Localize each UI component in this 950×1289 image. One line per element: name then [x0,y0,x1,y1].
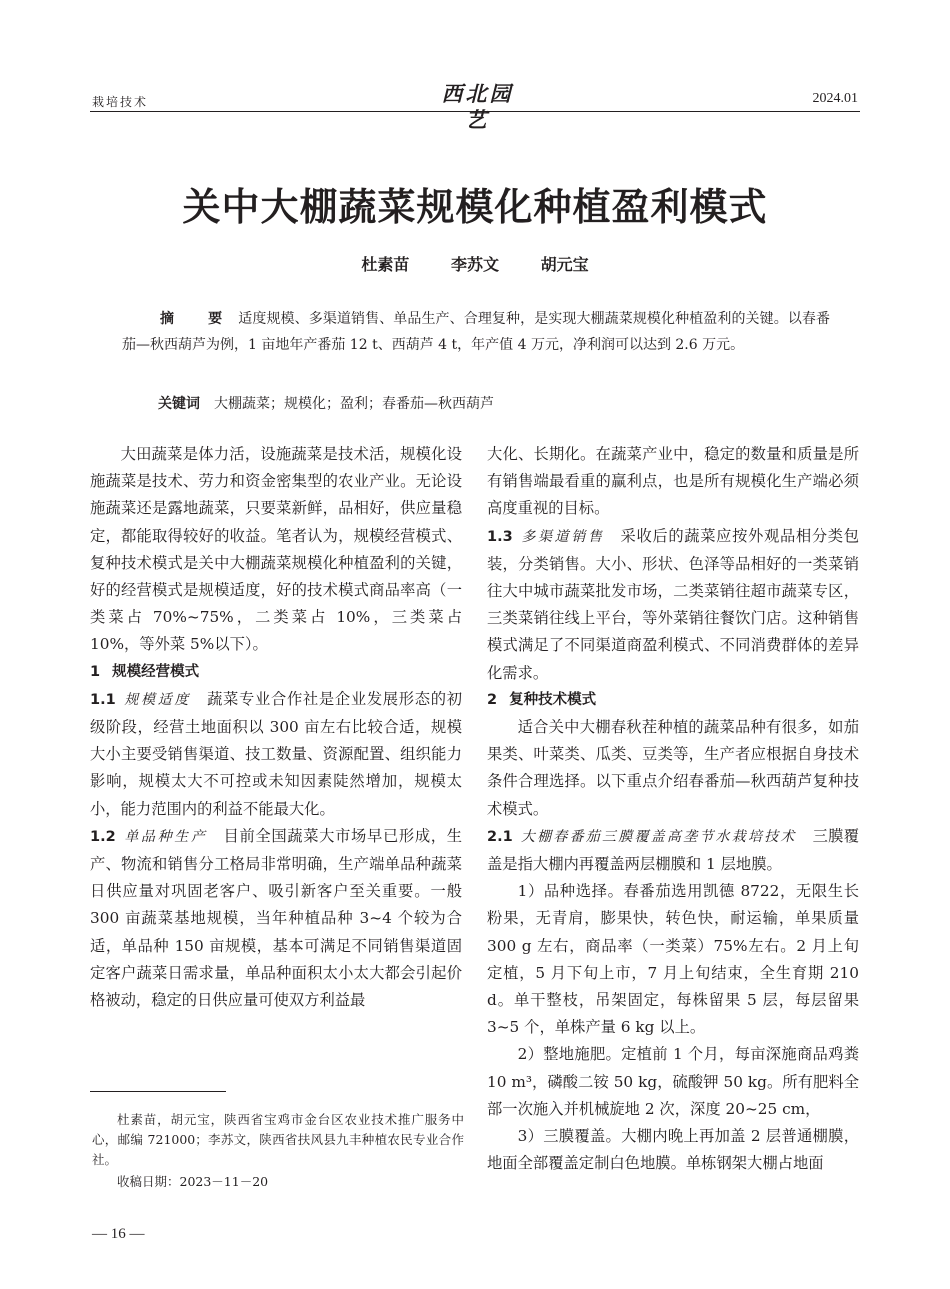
right-column [487,441,859,1177]
section-heading [487,687,859,714]
subsection-title: 规模适度 [123,691,192,708]
left-column [90,441,462,1014]
author-name: 胡元宝 [540,255,589,274]
body-paragraph: 1）品种选择。春番茄选用凯德 8722，无限生长粉果，无青肩，膨果快，转色快，耐运输，单果质量 300 g 左右，商品率（一类菜）75%左右。2 月上旬定植，5 月下旬上市，7 月上旬结束，全生育期 210 d。单干整枝，吊架固定，每株留果 5 层，每层留果 3~5 个，单株产量 6 kg 以上。 [487,882,859,1037]
section-paragraph: 适合关中大棚春秋茬种植的蔬菜品种有很多，如茄果类、叶菜类、瓜类、豆类等，生产者应根据自身技术条件合理选择。以下重点介绍春番茄—秋西葫芦复种技术模式。 [487,718,859,818]
footnote-divider [90,1091,226,1092]
keywords-label: 关键词 [158,396,200,412]
subsection-paragraph [90,686,462,823]
header-issue: 2024.01 [812,91,858,106]
subsection-title: 大棚春番茄三膜覆盖高垄节水栽培技术 [520,828,797,845]
section-title: 复种技术模式 [509,691,597,708]
header-divider [90,111,860,112]
section-number: 1 [90,663,101,680]
subsection-number: 1.3 [487,528,513,545]
body-paragraph: 3）三膜覆盖。大棚内晚上再加盖 2 层普通棚膜，地面全部覆盖定制白色地膜。单栋钢架大棚占地面 [487,1127,859,1173]
section-heading [90,659,462,686]
author-name: 李苏文 [450,255,499,274]
intro-paragraph: 大田蔬菜是体力活，设施蔬菜是技术活，规模化设施蔬菜是技术、劳力和资金密集型的农业产业。无论设施蔬菜还是露地蔬菜，只要菜新鲜，品相好，供应量稳定，都能取得较好的收益。笔者认为，规模经营模式、复种技术模式是关中大棚蔬菜规模化种植盈利的关键，好的经营模式是规模适度，好的技术模式商品率高（一类菜占 70%~75%，二类菜占 10%，三类菜占 10%，等外菜 5%以下）。 [90,445,462,654]
journal-logo: 西北园艺 [441,81,514,132]
continued-paragraph: 大化、长期化。在蔬菜产业中，稳定的数量和质量是所有销售端最看重的赢利点，也是所有规模化生产端必须高度重视的目标。 [487,445,859,518]
subsection-paragraph [487,823,859,878]
subsection-text: 蔬菜专业合作社是企业发展形态的初级阶段，经营土地面积以 300 亩左右比较合适，规模大小主要受销售渠道、技工数量、资源配置、组织能力影响，规模太大不可控或未知因素陡然增加，规模太小，能力范围内的利益不能最大化。 [90,689,462,818]
header-section-label: 栽培技术 [92,95,149,109]
received-date: 收稿日期：2023－11－20 [117,1174,269,1189]
subsection-text: 采收后的蔬菜应按外观品相分类包装，分类销售。大小、形状、色泽等品相好的一类菜销往大中城市蔬菜批发市场，二类菜销往超市蔬菜专区，三类菜销往线上平台，等外菜销往餐饮门店。这种销售模式满足了不同渠道商盈利模式、不同消费群体的差异化需求。 [487,526,859,682]
subsection-number: 2.1 [487,828,513,845]
abstract-label: 摘 要 [160,311,233,327]
keywords [158,391,838,417]
abstract-text: 适度规模、多渠道销售、单品生产、合理复种，是实现大棚蔬菜规模化种植盈利的关键。以春番茄—秋西葫芦为例，1 亩地年产番茄 12 t、西葫芦 4 t，年产值 4 万元，净利润可以达到 2.6 万元。 [122,311,831,353]
author-list [0,252,950,275]
article-title: 关中大棚蔬菜规模化种植盈利模式 [182,184,768,229]
section-number: 2 [487,691,498,708]
author-affiliation: 杜素苗，胡元宝，陕西省宝鸡市金台区农业技术推广服务中心，邮编 721000；李苏文，陕西省扶风县九丰种植农民专业合作社。 [92,1112,464,1167]
subsection-paragraph [487,523,859,687]
author-name: 杜素苗 [361,255,410,274]
section-title: 规模经营模式 [112,663,200,680]
page-number: — 16 — [92,1226,145,1242]
subsection-paragraph [90,823,462,1014]
keywords-text: 大棚蔬菜；规模化；盈利；春番茄—秋西葫芦 [214,396,494,412]
subsection-text: 目前全国蔬菜大市场早已形成，生产、物流和销售分工格局非常明确，生产端单品种蔬菜日供应量对巩固老客户、吸引新客户至关重要。一般 300 亩蔬菜基地规模，当年种植品种 3~4 个较为合适，单品种 150 亩规模，基本可满足不同销售渠道固定客户蔬菜日需求量，单品种面积太小太大都会引起价格被动，稳定的日供应量可使双方利益最 [90,826,462,1010]
subsection-number: 1.2 [90,828,116,845]
subsection-title: 多渠道销售 [520,528,605,545]
subsection-text: 三膜覆盖是指大棚内再覆盖两层棚膜和 1 层地膜。 [487,826,859,874]
subsection-number: 1.1 [90,691,116,708]
subsection-title: 单品种生产 [123,828,208,845]
footnote [92,1110,464,1192]
abstract [122,306,830,358]
body-paragraph: 2）整地施肥。定植前 1 个月，每亩深施商品鸡粪 10 m³，磷酸二铵 50 kg，硫酸钾 50 kg。所有肥料全部一次施入并机械旋地 2 次，深度 20~25 cm， [487,1045,859,1118]
